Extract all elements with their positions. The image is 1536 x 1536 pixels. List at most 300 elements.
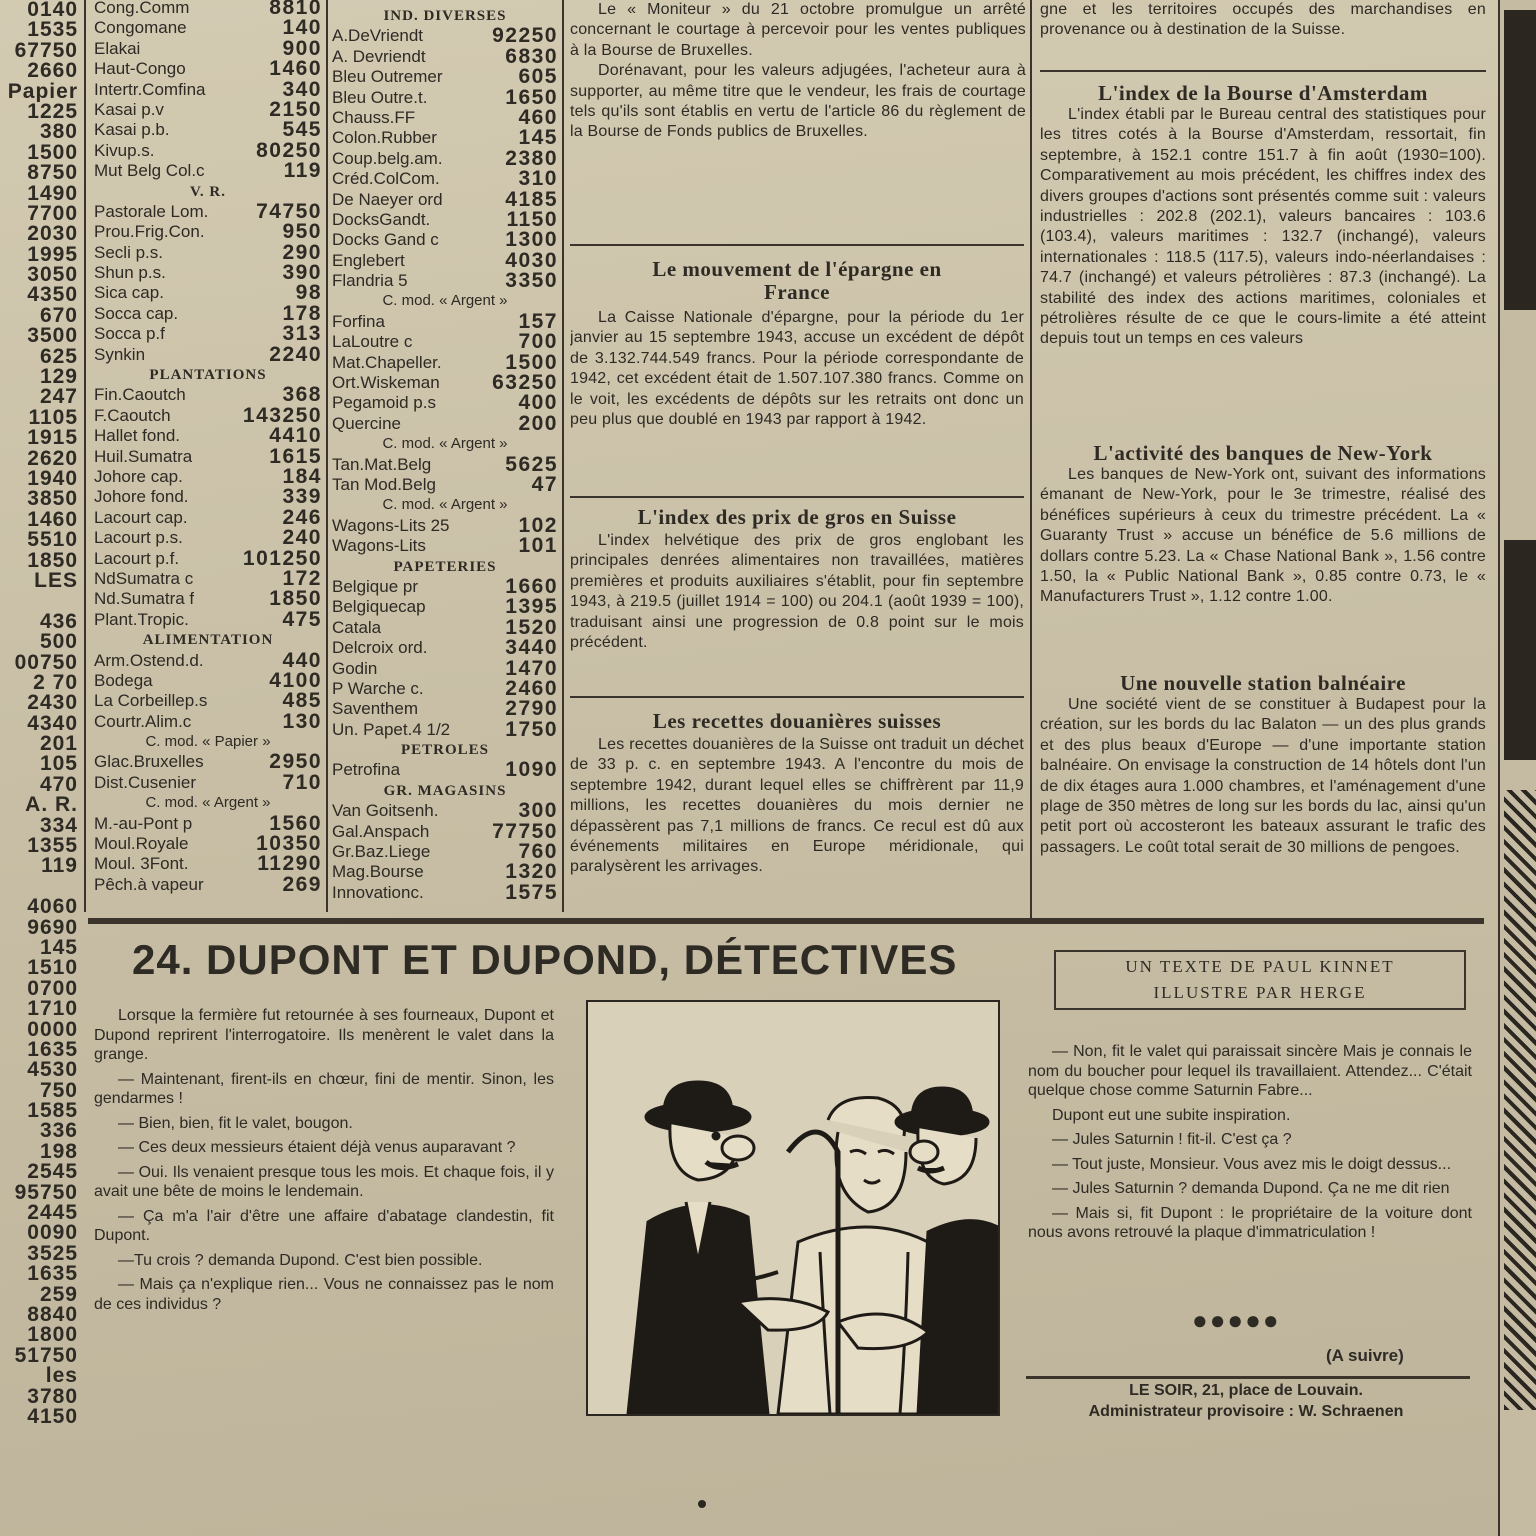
imprint <box>1026 1380 1466 1422</box>
ink-dot <box>698 1500 706 1508</box>
price-value: LES <box>34 570 78 592</box>
price-value: 1800 <box>27 1325 78 1346</box>
price-value: 3850 <box>27 489 78 510</box>
stock-price: 4030 <box>505 250 558 272</box>
stock-name: A.DeVriendt <box>332 26 424 46</box>
stock-price: 1395 <box>505 597 558 618</box>
stock-row <box>332 149 558 169</box>
column-rule <box>562 0 564 912</box>
stock-price: 130 <box>282 711 322 733</box>
stock-price: 74750 <box>256 201 322 223</box>
stock-name: Tan.Mat.Belg <box>332 454 432 474</box>
stock-name: Elakai <box>94 38 141 58</box>
stock-row <box>94 549 322 569</box>
article-banques-body: Les banques de New-York ont, suivant des informations émanant de New-York, pour le 3e trimestre, réalisé des bénéfices supérieurs à ceux du trimestre précédent. La « Guaranty Trust » accuse un bénéfice de 5.6 millions de dollars contre 5.23. La « Chase National Bank », 1.56 contre 1.50, la « Public National Bank », 0.85 contre 0.73, le « Manufacturers Trust », 1.12 contre 1.00. <box>1040 466 1486 606</box>
article-balneaire-title: Une nouvelle station balnéaire <box>1120 672 1406 695</box>
price-value: 336 <box>39 1121 78 1142</box>
stock-note: C. mod. « Argent » <box>145 794 271 812</box>
stock-name: Glac.Bruxelles <box>94 752 204 772</box>
column-rule <box>1030 0 1032 920</box>
stock-price: 1460 <box>269 59 322 80</box>
stock-section-header: PLANTATIONS <box>149 367 267 384</box>
stock-row <box>94 854 322 874</box>
stock-row <box>94 834 322 854</box>
stock-row <box>332 393 558 413</box>
article-balneaire <box>1040 672 1486 920</box>
story-paragraph: — Jules Saturnin ? demanda Dupond. Ça ne me dit rien <box>1052 1180 1450 1197</box>
comic-credit-illustrator: ILLUSTRE PAR HERGE <box>1153 983 1367 1002</box>
stock-row <box>332 577 558 597</box>
stock-name: Belgique pr <box>332 576 419 596</box>
article-rule <box>570 696 1024 698</box>
stock-row <box>332 251 558 271</box>
price-value: 129 <box>39 367 78 388</box>
stock-price: 92250 <box>492 26 558 47</box>
price-value: 198 <box>39 1141 78 1163</box>
article-epargne-body: La Caisse Nationale d'épargne, pour la période du 1er janvier au 15 septembre 1943, accuse un excédent de dépôt de 3.132.744.549 francs. Pour la période correspondante de 1942, cet excédent était de 1.507.107.380 francs. Comme on le voit, les excédents de dépôts sur les retraits ont donc un peu plus que doublé en 1943 par rapport à 1942. <box>570 309 1024 429</box>
stock-name: Kivup.s. <box>94 140 155 160</box>
stock-row <box>94 773 322 793</box>
price-value: 0700 <box>27 978 78 1000</box>
stock-row <box>332 883 558 903</box>
stock-row <box>332 47 558 67</box>
price-value: 2660 <box>27 61 78 82</box>
stock-row <box>94 528 322 548</box>
price-value: A. R. <box>25 795 78 816</box>
stock-price: 700 <box>518 332 558 353</box>
stock-row <box>332 67 558 87</box>
stock-row <box>332 862 558 882</box>
stock-name: Mag.Bourse <box>332 862 424 882</box>
stock-name: Fin.Caoutch <box>94 385 186 405</box>
stock-row <box>94 283 322 303</box>
stock-section-header: PETROLES <box>400 742 490 759</box>
stock-row <box>94 691 322 711</box>
stock-price: 157 <box>518 311 558 333</box>
stock-row <box>332 128 558 148</box>
stock-row <box>94 80 322 100</box>
stock-name: Secli p.s. <box>94 242 163 262</box>
stock-note: C. mod. « Argent » <box>382 292 508 310</box>
stock-price: 1660 <box>505 576 558 598</box>
price-value <box>0 591 78 611</box>
price-value: 2430 <box>27 693 78 714</box>
stock-row <box>332 638 558 658</box>
stock-name: Delcroix ord. <box>332 638 428 658</box>
stock-name: Intertr.Comfina <box>94 79 206 99</box>
stock-name: Lacourt cap. <box>94 507 188 527</box>
stock-row <box>94 610 322 630</box>
stock-row <box>332 760 558 780</box>
price-value: 67750 <box>14 40 78 62</box>
stock-row <box>332 699 558 719</box>
stock-name: Plant.Tropic. <box>94 609 189 629</box>
stock-price: 143250 <box>242 405 322 427</box>
column-rule <box>84 0 86 912</box>
stock-name: Belgiquecap <box>332 597 426 617</box>
stock-price: 1500 <box>505 352 558 374</box>
stock-row <box>332 659 558 679</box>
price-value: 1105 <box>28 407 78 429</box>
stock-row <box>332 536 558 556</box>
stock-price: 102 <box>518 515 558 537</box>
stock-name: Hallet fond. <box>94 426 180 446</box>
stock-row <box>332 353 558 373</box>
stock-name: Wagons-Lits 25 <box>332 515 450 535</box>
stock-price: 1560 <box>269 813 322 835</box>
article-balneaire-body: Une société vient de se constituer à Budapest pour la création, sur les bords du lac Balaton — un des plus grands et des plus beaux d'Europe — d'une importante station balnéaire. On envisage la construction de 14 hôtels dont l'un de dix étages aura 1.000 chambres, et l'aménagement d'une plage de 350 mètres de long sur les bords du lac, ainsi qu'un petit port où accosteront les bateaux assurant le trafic des passagers. Le coût total serait de 30 millions de pengoes. <box>1040 696 1486 856</box>
stock-name: Van Goitsenh. <box>332 801 439 821</box>
price-value: 2030 <box>27 224 78 245</box>
stock-section-header: GR. MAGASINS <box>383 782 507 799</box>
stock-row <box>332 455 558 475</box>
price-value: 4150 <box>27 1406 78 1428</box>
price-value: 1635 <box>27 1264 78 1285</box>
price-value: 500 <box>39 632 78 653</box>
article-amsterdam-title: L'index de la Bourse d'Amsterdam <box>1098 82 1428 105</box>
stock-price: 3350 <box>505 271 558 292</box>
stock-price: 545 <box>282 120 322 141</box>
price-value: 2 70 <box>33 672 78 694</box>
stock-row <box>332 842 558 862</box>
stock-name: Kasai p.b. <box>94 120 170 140</box>
stock-name: Socca p.f <box>94 324 165 344</box>
stock-price: 140 <box>282 18 322 39</box>
stock-row <box>94 324 322 344</box>
stock-row <box>332 822 558 842</box>
stock-name: Synkin <box>94 344 146 364</box>
price-value: 4530 <box>27 1060 78 1081</box>
stock-name: Dist.Cusenier <box>94 772 197 792</box>
stock-price: 8810 <box>269 0 322 19</box>
stock-name: Un. Papet.4 1/2 <box>332 719 451 739</box>
stock-name: Flandria 5 <box>332 271 408 291</box>
stock-price: 246 <box>282 507 322 529</box>
comic-story-right <box>1028 1042 1472 1304</box>
price-value: 51750 <box>14 1345 78 1367</box>
price-value: 3050 <box>27 265 78 286</box>
stock-row <box>94 651 322 671</box>
stock-row <box>94 467 322 487</box>
stock-name: Chauss.FF <box>332 107 416 127</box>
stock-name: Englebert <box>332 250 405 270</box>
column-rule <box>326 0 328 912</box>
to-be-continued: (A suivre) <box>1326 1346 1404 1365</box>
stock-name: Ort.Wiskeman <box>332 373 440 393</box>
stock-name: Forfina <box>332 311 385 331</box>
article-rule <box>570 496 1024 498</box>
comic-story-left <box>94 1006 554 1426</box>
stock-price: 3440 <box>505 638 558 659</box>
stock-row <box>332 88 558 108</box>
stock-price: 101 <box>518 536 558 557</box>
story-paragraph: — Mais ça n'explique rien... Vous ne connaissez pas le nom de ces individus ? <box>94 1276 554 1313</box>
story-paragraph: — Bien, bien, fit le valet, bougon. <box>118 1114 353 1132</box>
price-value: Papier <box>7 81 78 102</box>
price-value: 1585 <box>27 1101 78 1122</box>
price-value: 0000 <box>27 1019 78 1040</box>
price-value: 1460 <box>27 509 78 531</box>
stock-row <box>332 475 558 495</box>
ad-pattern-block <box>1504 790 1536 1410</box>
price-column-left-partial <box>0 0 80 1430</box>
article-rule <box>1040 70 1486 72</box>
price-value: 3525 <box>27 1243 78 1265</box>
stock-name: Bleu Outremer <box>332 67 443 87</box>
imprint-address: LE SOIR, 21, place de Louvain. <box>1129 1382 1363 1399</box>
stock-name: Wagons-Lits <box>332 536 426 556</box>
stock-price: 47 <box>531 474 558 496</box>
article-epargne-title: Le mouvement de l'épargne en France <box>652 258 942 304</box>
stock-row <box>94 487 322 507</box>
stock-row <box>332 618 558 638</box>
edge-advertisement <box>1498 0 1536 1536</box>
article-douane-title: Les recettes douanières suisses <box>652 710 942 733</box>
price-value: 1500 <box>27 142 78 164</box>
stock-price: 1300 <box>505 230 558 251</box>
comic-credit-box <box>1054 950 1466 1010</box>
stock-name: Pêch.à vapeur <box>94 874 204 894</box>
article-amsterdam <box>1040 82 1486 438</box>
stock-name: Socca cap. <box>94 303 179 323</box>
stock-price: 4185 <box>505 189 558 210</box>
story-paragraph: — Mais si, fit Dupont : le propriétaire de la voiture dont nous avons retrouvé la plaque d'immatriculation ! <box>1028 1204 1472 1241</box>
section-divider <box>88 918 1484 924</box>
stock-section-header: ALIMENTATION <box>142 632 274 649</box>
stock-price: 300 <box>518 801 558 822</box>
article-top-right-body: gne et les territoires occupés des marchandises en provenance ou à destination de la Suisse. <box>1040 1 1486 39</box>
price-value: 1710 <box>27 999 78 1020</box>
stock-price: 2240 <box>269 344 322 366</box>
price-value: 1510 <box>27 958 78 979</box>
imprint-rule <box>1026 1376 1470 1379</box>
stock-row <box>94 161 322 181</box>
stock-row <box>94 59 322 79</box>
price-value: 4340 <box>27 713 78 735</box>
price-value: 3780 <box>27 1386 78 1407</box>
price-value: 1635 <box>27 1039 78 1061</box>
stock-price: 1150 <box>506 209 558 231</box>
stock-price: 368 <box>282 385 322 406</box>
stock-price: 11290 <box>257 854 322 875</box>
story-paragraph: — Ces deux messieurs étaient déjà venus auparavant ? <box>118 1139 516 1156</box>
dupont-dupond-valet-drawing <box>588 1002 998 1414</box>
stock-name: Lacourt p.f. <box>94 548 180 568</box>
stock-row <box>332 414 558 434</box>
stock-row <box>332 801 558 821</box>
story-paragraph: — Ça m'a l'air d'être une affaire d'abatage clandestin, fit Dupont. <box>94 1207 554 1244</box>
price-value: 1225 <box>27 101 78 123</box>
stock-name: Cong.Comm <box>94 0 190 17</box>
stock-price: 1850 <box>269 589 322 610</box>
stock-price: 63250 <box>492 373 558 394</box>
price-value: 1995 <box>27 244 78 266</box>
price-value: 625 <box>39 346 78 368</box>
article-banques-title: L'activité des banques de New-York <box>1093 442 1433 465</box>
article-moniteur-para-2: Dorénavant, pour les valeurs adjugées, l'acheteur aura à supporter, au même titre que le vendeur, les frais de courtage tels qu'ils sont établis en vertu de l'article 86 du règlement de la Bourse de Fonds publics de Bruxelles. <box>570 62 1026 141</box>
price-value <box>0 877 78 897</box>
stock-name: Congomane <box>94 18 187 38</box>
price-value: 7700 <box>27 203 78 225</box>
stock-price: 80250 <box>256 140 322 162</box>
comic-title: 24. DUPONT ET DUPOND, DÉTECTIVES <box>132 936 958 983</box>
stock-row <box>332 312 558 332</box>
stock-price: 184 <box>282 466 322 488</box>
stock-price: 760 <box>518 842 558 863</box>
imprint-administrator: Administrateur provisoire : W. Schraenen <box>1088 1403 1404 1420</box>
stock-price: 1575 <box>505 882 558 904</box>
stock-price: 77750 <box>492 821 558 843</box>
stock-price: 2380 <box>505 148 558 170</box>
stock-row <box>94 875 322 895</box>
stock-row <box>94 589 322 609</box>
stock-row <box>94 406 322 426</box>
stock-name: Colon.Rubber <box>332 128 437 148</box>
stock-row <box>94 0 322 18</box>
stock-row <box>94 100 322 120</box>
stock-price: 10350 <box>256 834 322 855</box>
stock-row <box>332 332 558 352</box>
stock-name: F.Caoutch <box>94 405 171 425</box>
stock-row <box>94 385 322 405</box>
stock-row <box>94 222 322 242</box>
stock-section-header: V. R. <box>190 183 226 200</box>
article-douane-body: Les recettes douanières de la Suisse ont traduit un déchet de 33 p. c. en septembre 1943. A l'encontre du mois de septembre 1942, durant lequel elles se chiffrèrent par 11,9 millions, les recettes douanières du mois dernier ne dépassèrent pas 7,1 millions de francs. Ce recul est dû aux événements militaires en Europe méridionale, qui paralysèrent les arrivages. <box>570 736 1024 876</box>
stock-price: 340 <box>282 79 322 100</box>
stock-price: 900 <box>282 38 322 60</box>
price-value: 0090 <box>27 1223 78 1244</box>
stock-section-header: PAPETERIES <box>393 558 497 575</box>
stock-name: Pastorale Lom. <box>94 201 209 221</box>
stock-row <box>332 597 558 617</box>
stock-name: Catala <box>332 617 382 637</box>
article-banques <box>1040 442 1486 668</box>
stock-price: 240 <box>282 528 322 549</box>
price-value: 119 <box>41 856 78 877</box>
price-value: 334 <box>39 815 78 837</box>
article-douane <box>570 710 1024 916</box>
price-value: 1850 <box>27 550 78 571</box>
stock-price: 6830 <box>505 46 558 68</box>
price-value: 1490 <box>27 183 78 204</box>
stock-name: P Warche c. <box>332 678 424 698</box>
stock-row <box>94 39 322 59</box>
stock-price: 313 <box>282 324 322 345</box>
stock-name: Arm.Ostend.d. <box>94 650 204 670</box>
stock-name: Créd.ColCom. <box>332 169 440 189</box>
stock-price: 440 <box>282 650 322 671</box>
stock-row <box>332 210 558 230</box>
stock-name: A. Devriendt <box>332 46 426 66</box>
story-paragraph: — Non, fit le valet qui paraissait sincère Mais je connais le nom du boucher pour lequel ils travaillaient. Attendez... C'était quelque chose comme Saturnin Fabre... <box>1028 1043 1472 1099</box>
article-epargne <box>570 258 1024 490</box>
price-value: 95750 <box>14 1182 78 1204</box>
price-value: 8750 <box>27 163 78 184</box>
stock-price: 98 <box>295 283 322 304</box>
price-value: 436 <box>39 611 78 633</box>
stock-name: Docks Gand c <box>332 230 439 250</box>
ad-black-block <box>1504 540 1536 760</box>
stock-name: Johore fond. <box>94 487 189 507</box>
stock-note: C. mod. « Argent » <box>382 496 508 514</box>
price-value: 470 <box>39 774 78 796</box>
stock-row <box>332 373 558 393</box>
stock-price: 4410 <box>269 426 322 447</box>
stock-price: 119 <box>283 161 322 182</box>
stock-row <box>94 447 322 467</box>
stock-row <box>332 169 558 189</box>
price-value: 750 <box>39 1080 78 1102</box>
stock-name: Mat.Chapeller. <box>332 352 442 372</box>
price-value: 2620 <box>27 448 78 469</box>
article-prix-gros <box>570 506 1024 692</box>
stock-row <box>94 508 322 528</box>
article-prix-gros-title: L'index des prix de gros en Suisse <box>637 506 957 529</box>
stock-price: 339 <box>282 487 322 508</box>
stock-price: 2950 <box>269 752 322 773</box>
stock-price: 5625 <box>505 454 558 475</box>
stock-name: Prou.Frig.Con. <box>94 222 205 242</box>
stock-name: Saventhem <box>332 699 418 719</box>
stock-price: 2790 <box>505 699 558 720</box>
story-paragraph: Dupont eut une subite inspiration. <box>1052 1106 1291 1124</box>
stock-name: Petrofina <box>332 760 401 780</box>
stock-name: Mut Belg Col.c <box>94 161 205 181</box>
separator-dots: ●●●●● <box>1192 1306 1281 1335</box>
story-paragraph: Lorsque la fermière fut retournée à ses fourneaux, Dupont et Dupond reprirent l'interrogatoire. Ils menèrent le valet dans la grange. <box>94 1007 554 1063</box>
stock-row <box>94 569 322 589</box>
stock-column-b <box>332 6 558 903</box>
price-value: 9690 <box>27 917 78 938</box>
stock-price: 485 <box>282 691 322 712</box>
stock-name: Courtr.Alim.c <box>94 711 192 731</box>
stock-price: 400 <box>518 393 558 414</box>
stock-price: 710 <box>282 772 322 794</box>
stock-name: Quercine <box>332 413 401 433</box>
price-value: 1940 <box>27 468 78 490</box>
stock-price: 1650 <box>505 87 558 108</box>
article-top-right <box>1040 0 1486 62</box>
price-value: 1355 <box>27 836 78 857</box>
stock-row <box>94 202 322 222</box>
stock-price: 475 <box>282 609 322 631</box>
price-value: 5510 <box>27 530 78 551</box>
stock-name: Huil.Sumatra <box>94 446 193 466</box>
stock-row <box>94 243 322 263</box>
stock-row <box>332 26 558 46</box>
price-value: 4350 <box>27 285 78 306</box>
stock-name: Lacourt p.s. <box>94 528 183 548</box>
stock-price: 310 <box>518 169 558 190</box>
stock-name: NdSumatra c <box>94 568 194 588</box>
stock-name: DocksGandt. <box>332 209 431 229</box>
comic-illustration <box>586 1000 1000 1416</box>
stock-price: 178 <box>282 303 322 325</box>
stock-row <box>94 304 322 324</box>
article-rule <box>570 244 1024 246</box>
article-prix-gros-body: L'index helvétique des prix de gros englobant les principales denrées alimentaires non travaillées, matières premières et produits auxiliaires s'établit, pour fin septembre 1943, à 219.5 (juillet 1914 = 100) ou 204.1 (août 1939 = 100), traduisant ainsi une progression de 0.8 point sur le mois précédent. <box>570 532 1024 652</box>
stock-row <box>94 426 322 446</box>
price-value: 0140 <box>27 0 78 21</box>
price-value: 380 <box>39 122 78 143</box>
stock-price: 2150 <box>269 99 322 121</box>
stock-row <box>94 141 322 161</box>
stock-name: Sica cap. <box>94 283 164 303</box>
stock-price: 1750 <box>505 719 558 741</box>
price-value: 3500 <box>27 326 78 347</box>
stock-row <box>94 671 322 691</box>
price-value: 00750 <box>14 652 78 673</box>
